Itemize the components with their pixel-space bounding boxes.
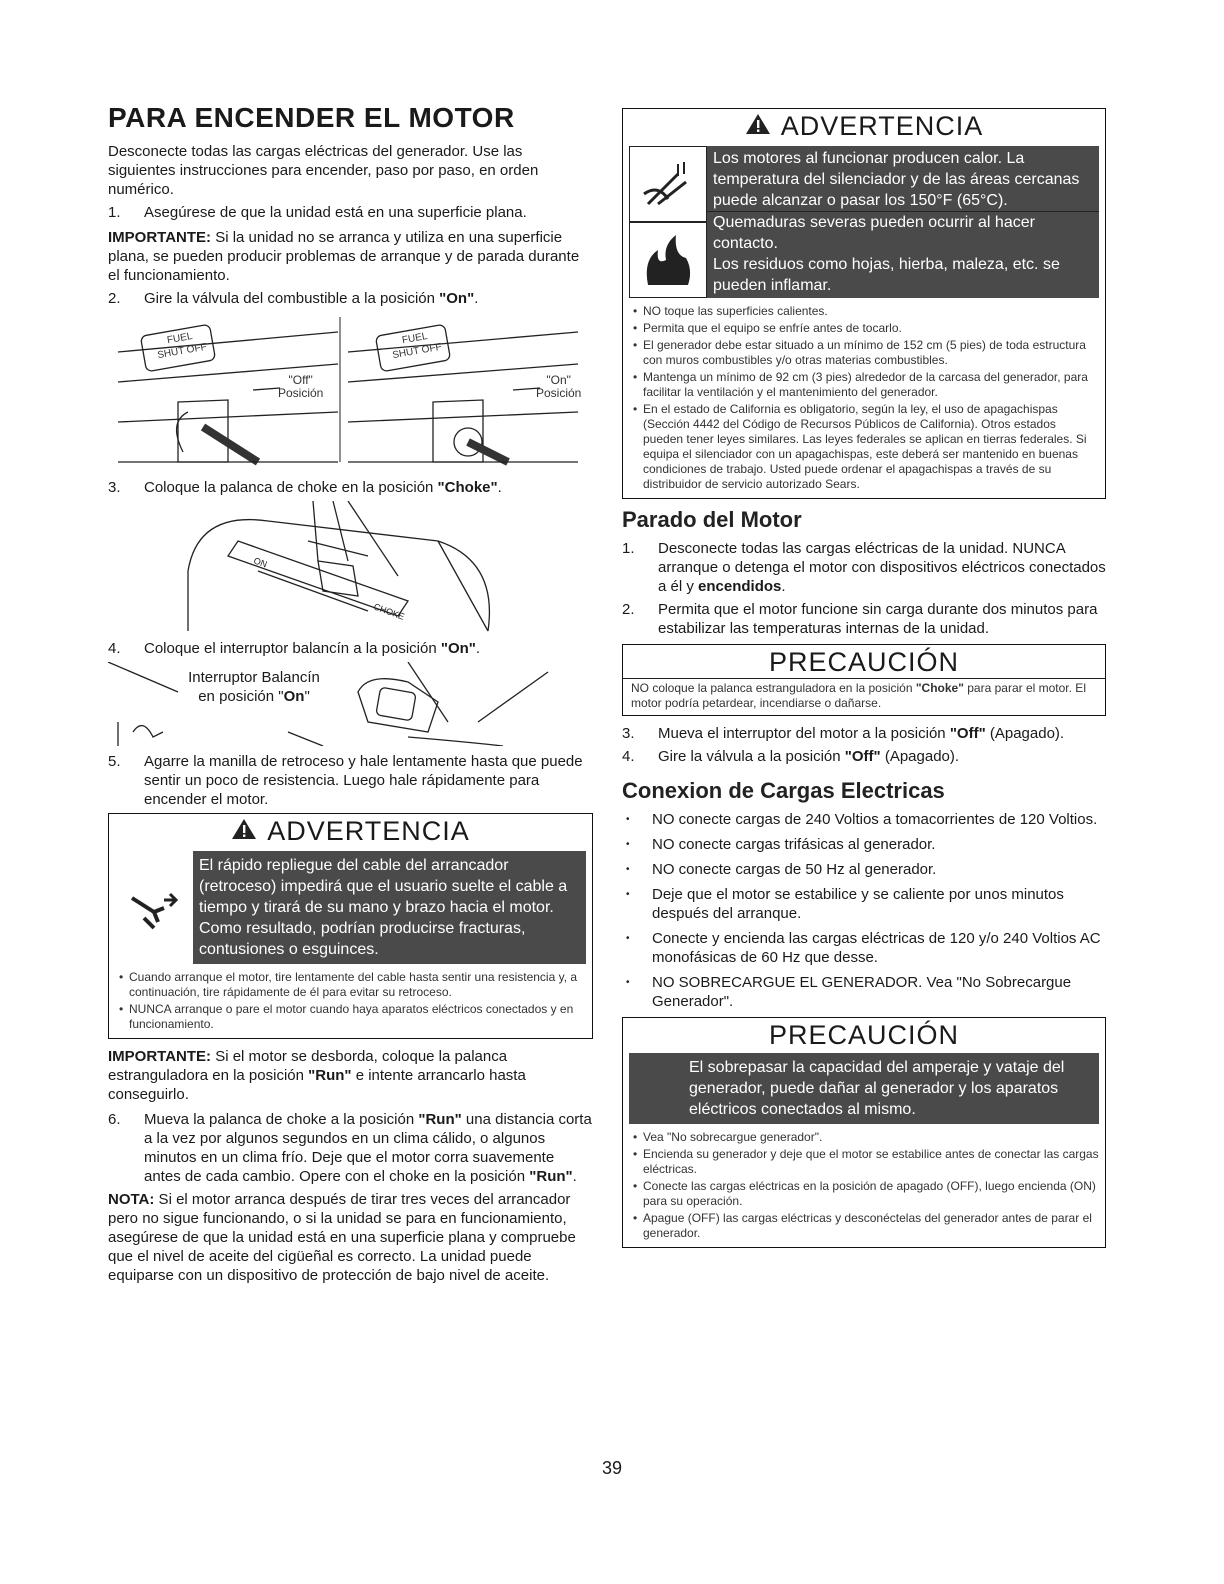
warning-box-recoil [108, 813, 593, 1039]
fuel-label-left: FUEL SHUT OFF [156, 330, 208, 362]
warning-triangle-icon [231, 816, 257, 847]
list-item: • NO toque las superficies calientes. [633, 304, 1099, 319]
list-item: • Apague (OFF) las cargas eléctricas y desconéctelas del generador antes de parar el generador. [633, 1211, 1099, 1241]
step-4: 4. Coloque el interruptor balancín a la posición "On". [108, 640, 481, 657]
section-title-conexion: Conexion de Cargas Electricas [622, 778, 945, 803]
right-column [622, 106, 1106, 1256]
parado-step-3: 3. Mueva el interruptor del motor a la posición "Off" (Apagado). [622, 725, 1065, 742]
warning-title: ADVERTENCIA [623, 109, 1105, 142]
step-1: 1. Asegúrese de que la unidad está en una superficie plana. [108, 204, 527, 221]
list-item: • NO conecte cargas trifásicas al generador. [624, 835, 1106, 854]
list-item: • Permita que el equipo se enfríe antes de tocarlo. [633, 321, 1099, 336]
caution-overload-bullets [623, 1126, 1105, 1247]
parado-step-1: 1. Desconecte todas las cargas eléctricas de la unidad. NUNCA arranque o detenga el motor con dispositivos eléctricos conectados a él y encendidos. [622, 540, 1106, 595]
list-item: • Encienda su generador y deje que el motor se estabilice antes de conectar las cargas eléctricas. [633, 1147, 1099, 1177]
rocker-switch-caption: Interruptor Balancín en posición "On" [188, 669, 320, 705]
step-2: 2. Gire la válvula del combustible a la posición "On". [108, 290, 479, 307]
parado-step-2: 2. Permita que el motor funcione sin carga durante dos minutos para estabilizar las temperaturas internas de la unidad. [622, 601, 1098, 637]
step-6: 6. Mueva la palanca de choke a la posición "Run" una distancia corta a la vez por algunos segundos en un clima cálido, o algunos minutos en un clima frío. Deje que el motor corra suavemente antes de cada cambio. Opere con el choke en la posición "Run". [108, 1111, 592, 1185]
warning-triangle-icon [745, 111, 771, 142]
rocker-switch-illustration [108, 662, 593, 746]
warning-title: ADVERTENCIA [109, 814, 592, 847]
fire-icon [629, 222, 707, 298]
caution-title: PRECAUCIÓN [768, 647, 960, 677]
list-item: • Deje que el motor se estabilice y se caliente por unos minutos después del arranque. [624, 885, 1106, 923]
recoil-hazard-icon [115, 851, 193, 964]
conexion-list [622, 810, 1106, 1011]
caution-box-overload [622, 1017, 1106, 1248]
important-note-1: IMPORTANTE: Si la unidad no se arranca y utiliza en una superficie plana, se pueden producir problemas de arranque y de parada durante el funcionamiento. [108, 229, 580, 284]
list-item: • NUNCA arranque o pare el motor cuando haya aparatos eléctricos conectados y en funcionamiento. [119, 1002, 586, 1032]
section-title-parado: Parado del Motor [622, 507, 802, 532]
page-number: 39 [601, 1458, 623, 1478]
rocker-switch-figure [108, 662, 593, 746]
fuel-valve-figure [108, 312, 593, 472]
list-item: • Conecte y encienda las cargas eléctricas de 120 y/o 240 Voltios AC monofásicas de 60 Hz que desse. [624, 929, 1106, 967]
list-item: • El generador debe estar situado a un mínimo de 152 cm (5 pies) de toda estructura con muros combustibles y/o otras materias combustibles. [633, 338, 1099, 368]
caution-choke-text: NO coloque la palanca estranguladora en la posición "Choke" para parar el motor. El motor podría petardear, incendiarse o dañarse. [623, 678, 1105, 715]
list-item: • En el estado de California es obligatorio, según la ley, el uso de apagachispas (Sección 4442 del Código de Recursos Públicos de California). Otros estados pueden tener leyes similares. Las leyes federales se aplican en tierras federales. Si equipa el silenciador con un apagachispas, este deberá ser mantenido en buenas condiciones de trabajo. Usted puede ordenar el apagachispas a través de su distribuidor de servicio autorizado Sears. [633, 402, 1099, 492]
svg-text:CHOKE: CHOKE [372, 601, 406, 622]
step-5: 5. Agarre la manilla de retroceso y hale lentamente hasta que puede sentir un poco de resistencia. Luego hale rápidamente para encender el motor. [108, 753, 583, 808]
list-item: • NO conecte cargas de 50 Hz al generador. [624, 860, 1106, 879]
list-item: • NO SOBRECARGUE EL GENERADOR. Vea "No Sobrecargue Generador". [624, 973, 1106, 1011]
fuel-label-right: FUEL SHUT OFF [391, 330, 443, 362]
off-position-label: "Off" Posición [278, 373, 324, 400]
list-item: • Conecte las cargas eléctricas en la posición de apagado (OFF), luego encienda (ON) para su operación. [633, 1179, 1099, 1209]
warning-heat-bullets [623, 300, 1105, 498]
warning-recoil-text: El rápido repliegue del cable del arrancador (retroceso) impedirá que el usuario suelte el cable a tiempo y tirará de su mano y brazo hacia el motor. Como resultado, podrían producirse fracturas, contusiones o esguinces. [193, 851, 586, 964]
svg-text:ON: ON [252, 555, 269, 570]
important-note-2: IMPORTANTE: Si el motor se desborda, coloque la palanca estranguladora en la posición "Run" e intente arrancarlo hasta conseguirlo. [108, 1048, 526, 1103]
hot-surface-icon [629, 146, 707, 222]
on-position-label: "On" Posición [536, 373, 582, 400]
intro-paragraph: Desconecte todas las cargas eléctricas del generador. Use las siguientes instrucciones para encender, paso por paso, en orden numérico. [108, 143, 539, 198]
caution-overload-text: El sobrepasar la capacidad del amperaje y vataje del generador, puede dañar al generador y los aparatos eléctricos conectados al mismo. [629, 1053, 1099, 1124]
nota-paragraph: NOTA: Si el motor arranca después de tirar tres veces del arrancador pero no sigue funcionando, o si la unidad se para en funcionamiento, asegúrese de que la unidad está en una superficie plana y compruebe que el nivel de aceite del cigüeñal es correcto. La unidad puede equiparse con un dispositivo de protección de bajo nivel de aceite. [108, 1191, 576, 1284]
step-3: 3. Coloque la palanca de choke en la posición "Choke". [108, 479, 502, 496]
choke-lever-illustration [108, 501, 593, 633]
list-item: • NO conecte cargas de 240 Voltios a tomacorrientes de 120 Voltios. [624, 810, 1106, 829]
list-item: • Mantenga un mínimo de 92 cm (3 pies) alrededor de la carcasa del generador, para facilitar la ventilación y el mantenimiento del generador. [633, 370, 1099, 400]
choke-figure [108, 501, 593, 633]
warning-recoil-bullets [109, 966, 592, 1038]
caution-box-choke [622, 644, 1106, 716]
caution-title: PRECAUCIÓN [768, 1020, 960, 1050]
warning-box-heat [622, 108, 1106, 499]
parado-step-4: 4. Gire la válvula a la posición "Off" (Apagado). [622, 748, 960, 765]
warning-heat-text: Los motores al funcionar producen calor. La temperatura del silenciador y de las áreas cercanas puede alcanzar o pasar los 150°F (65°C). Quemaduras severas pueden ocurrir al hacer contacto. Los residuos como hojas, hierba, maleza, etc. se pueden inflamar. [707, 146, 1099, 298]
left-column [108, 98, 593, 1285]
list-item: • Cuando arranque el motor, tire lentamente del cable hasta sentir una resistencia y, a continuación, tire rápidamente de él para evitar su retroceso. [119, 970, 586, 1000]
list-item: • Vea "No sobrecargue generador". [633, 1130, 1099, 1145]
section-title-encender: PARA ENCENDER EL MOTOR [108, 102, 515, 133]
